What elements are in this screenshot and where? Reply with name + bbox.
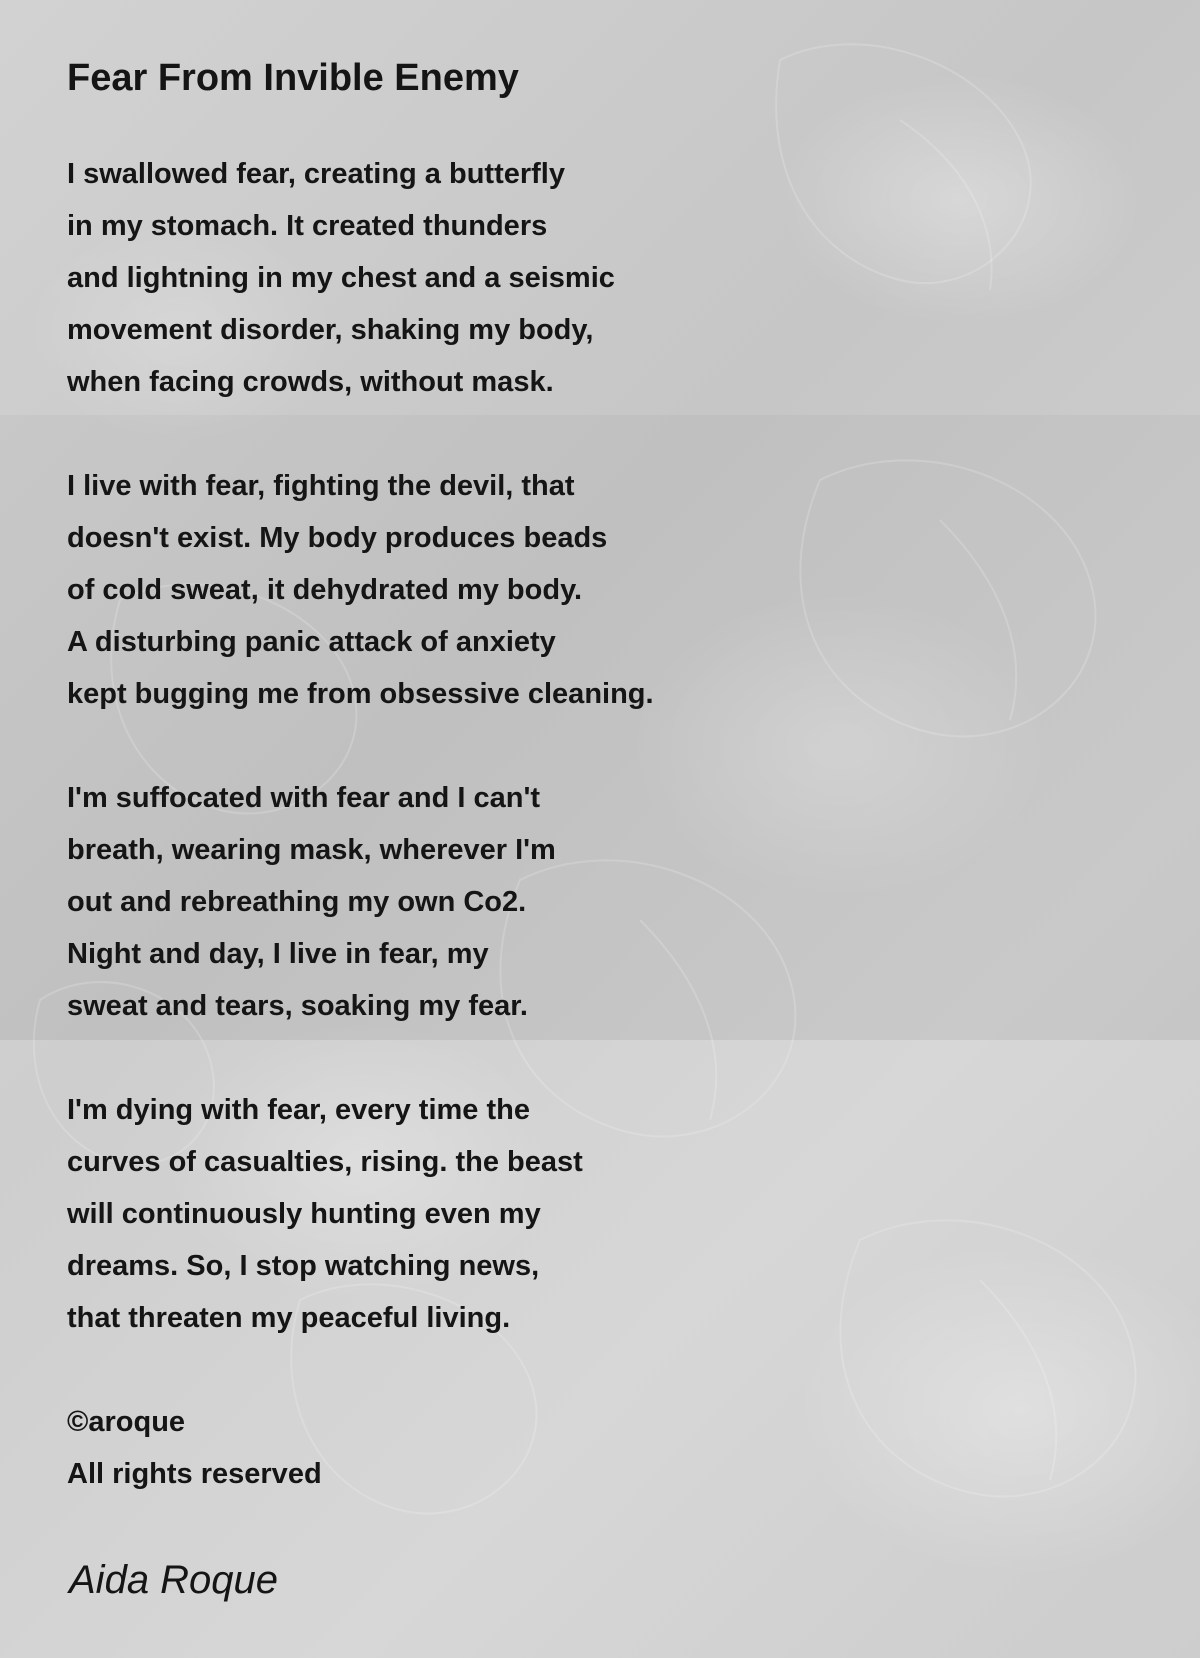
poem-line: I'm suffocated with fear and I can't	[67, 782, 541, 814]
stanza-1	[67, 148, 654, 408]
poem-line: doesn't exist. My body produces beads	[67, 522, 608, 554]
poem-line: out and rebreathing my own Co2.	[67, 886, 527, 918]
poem-line: will continuously hunting even my	[67, 1198, 541, 1230]
copyright-line: ©aroque	[67, 1406, 186, 1438]
copyright-notice	[67, 1396, 654, 1500]
poem-body	[67, 148, 654, 1500]
poem-line: in my stomach. It created thunders	[67, 210, 548, 242]
poem-line: and lightning in my chest and a seismic	[67, 262, 615, 294]
poem-line: I'm dying with fear, every time the	[67, 1094, 530, 1126]
poem-line: kept bugging me from obsessive cleaning.	[67, 678, 654, 710]
poem-line: A disturbing panic attack of anxiety	[67, 626, 556, 658]
poem-line: breath, wearing mask, wherever I'm	[67, 834, 556, 866]
stanza-2	[67, 460, 654, 720]
poem-line: curves of casualties, rising. the beast	[67, 1146, 583, 1178]
poem-line: movement disorder, shaking my body,	[67, 314, 594, 346]
poem-title: Fear From Invible Enemy	[67, 57, 519, 99]
rights-line: All rights reserved	[67, 1458, 322, 1490]
poem-line: dreams. So, I stop watching news,	[67, 1250, 540, 1282]
stanza-4	[67, 1084, 654, 1344]
author-name: Aida Roque	[69, 1558, 279, 1602]
poem-line: of cold sweat, it dehydrated my body.	[67, 574, 583, 606]
poem-line: when facing crowds, without mask.	[67, 366, 554, 398]
poem-line: I live with fear, fighting the devil, that	[67, 470, 575, 502]
poem-line: Night and day, I live in fear, my	[67, 938, 489, 970]
poem-line: that threaten my peaceful living.	[67, 1302, 511, 1334]
stanza-3	[67, 772, 654, 1032]
poem-line: sweat and tears, soaking my fear.	[67, 990, 528, 1022]
poem-line: I swallowed fear, creating a butterfly	[67, 158, 565, 190]
